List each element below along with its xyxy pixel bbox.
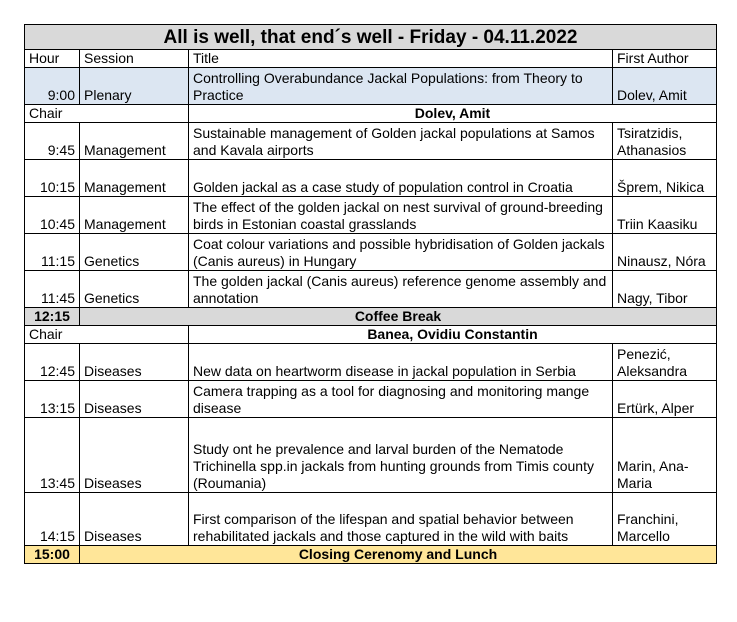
coffee-hour: 12:15 [25, 308, 80, 326]
talk-session: Diseases [80, 418, 189, 493]
plenary-hour: 9:00 [25, 68, 80, 105]
talk-hour: 11:45 [25, 271, 80, 308]
talk-hour: 9:45 [25, 123, 80, 160]
table-row [25, 197, 717, 234]
schedule-sheet [24, 24, 716, 564]
talk-hour: 10:15 [25, 160, 80, 197]
plenary-title: Controlling Overabundance Jackal Populations: from Theory to Practice [189, 68, 613, 105]
closing-hour: 15:00 [25, 546, 80, 564]
plenary-row [25, 68, 717, 105]
talk-title: The effect of the golden jackal on nest survival of ground-breeding birds in Estonian coastal grasslands [189, 197, 613, 234]
talk-title: Coat colour variations and possible hybridisation of Golden jackals (Canis aureus) in Hungary [189, 234, 613, 271]
chair-name-2: Banea, Ovidiu Constantin [189, 326, 717, 344]
talk-session: Diseases [80, 381, 189, 418]
table-row [25, 123, 717, 160]
header-session: Session [80, 50, 189, 68]
table-row [25, 234, 717, 271]
chair-name-1: Dolev, Amit [189, 105, 717, 123]
table-row [25, 271, 717, 308]
chair-row-1 [25, 105, 717, 123]
talk-author: Penezić, Aleksandra [613, 344, 717, 381]
talk-author: Triin Kaasiku [613, 197, 717, 234]
talk-title: Study ont he prevalence and larval burden of the Nematode Trichinella spp.in jackals from hunting grounds from Timis county (Roumania) [189, 418, 613, 493]
chair-row-2 [25, 326, 717, 344]
schedule-table [24, 24, 717, 564]
talk-author: Ertürk, Alper [613, 381, 717, 418]
talk-author: Marin, Ana-Maria [613, 418, 717, 493]
header-title: Title [189, 50, 613, 68]
talk-session: Diseases [80, 344, 189, 381]
table-row [25, 381, 717, 418]
header-hour: Hour [25, 50, 80, 68]
plenary-session: Plenary [80, 68, 189, 105]
talk-hour: 13:45 [25, 418, 80, 493]
talk-title: New data on heartworm disease in jackal population in Serbia [189, 344, 613, 381]
table-row [25, 344, 717, 381]
plenary-author: Dolev, Amit [613, 68, 717, 105]
table-row [25, 160, 717, 197]
talk-hour: 11:15 [25, 234, 80, 271]
talk-title: Camera trapping as a tool for diagnosing and monitoring mange disease [189, 381, 613, 418]
talk-author: Šprem, Nikica [613, 160, 717, 197]
talk-author: Ninausz, Nóra [613, 234, 717, 271]
talk-session: Management [80, 160, 189, 197]
chair-label-1: Chair [25, 105, 189, 123]
talk-author: Franchini, Marcello [613, 493, 717, 546]
chair-label-2: Chair [25, 326, 189, 344]
talk-author: Tsiratzidis, Athanasios [613, 123, 717, 160]
header-row [25, 50, 717, 68]
header-author: First Author [613, 50, 717, 68]
schedule-title: All is well, that end´s well - Friday - 04.11.2022 [25, 25, 717, 50]
coffee-break-row [25, 308, 717, 326]
talk-hour: 12:45 [25, 344, 80, 381]
coffee-label: Coffee Break [80, 308, 717, 326]
talk-hour: 14:15 [25, 493, 80, 546]
talk-title: First comparison of the lifespan and spatial behavior between rehabilitated jackals and those captured in the wild with baits [189, 493, 613, 546]
closing-row [25, 546, 717, 564]
talk-session: Genetics [80, 271, 189, 308]
talk-hour: 13:15 [25, 381, 80, 418]
talk-session: Diseases [80, 493, 189, 546]
talk-hour: 10:45 [25, 197, 80, 234]
table-row [25, 418, 717, 493]
title-row [25, 25, 717, 50]
talk-author: Nagy, Tibor [613, 271, 717, 308]
talk-session: Management [80, 123, 189, 160]
talk-session: Management [80, 197, 189, 234]
talk-title: Sustainable management of Golden jackal populations at Samos and Kavala airports [189, 123, 613, 160]
talk-session: Genetics [80, 234, 189, 271]
closing-label: Closing Cerenomy and Lunch [80, 546, 717, 564]
talk-title: Golden jackal as a case study of population control in Croatia [189, 160, 613, 197]
table-row [25, 493, 717, 546]
talk-title: The golden jackal (Canis aureus) reference genome assembly and annotation [189, 271, 613, 308]
